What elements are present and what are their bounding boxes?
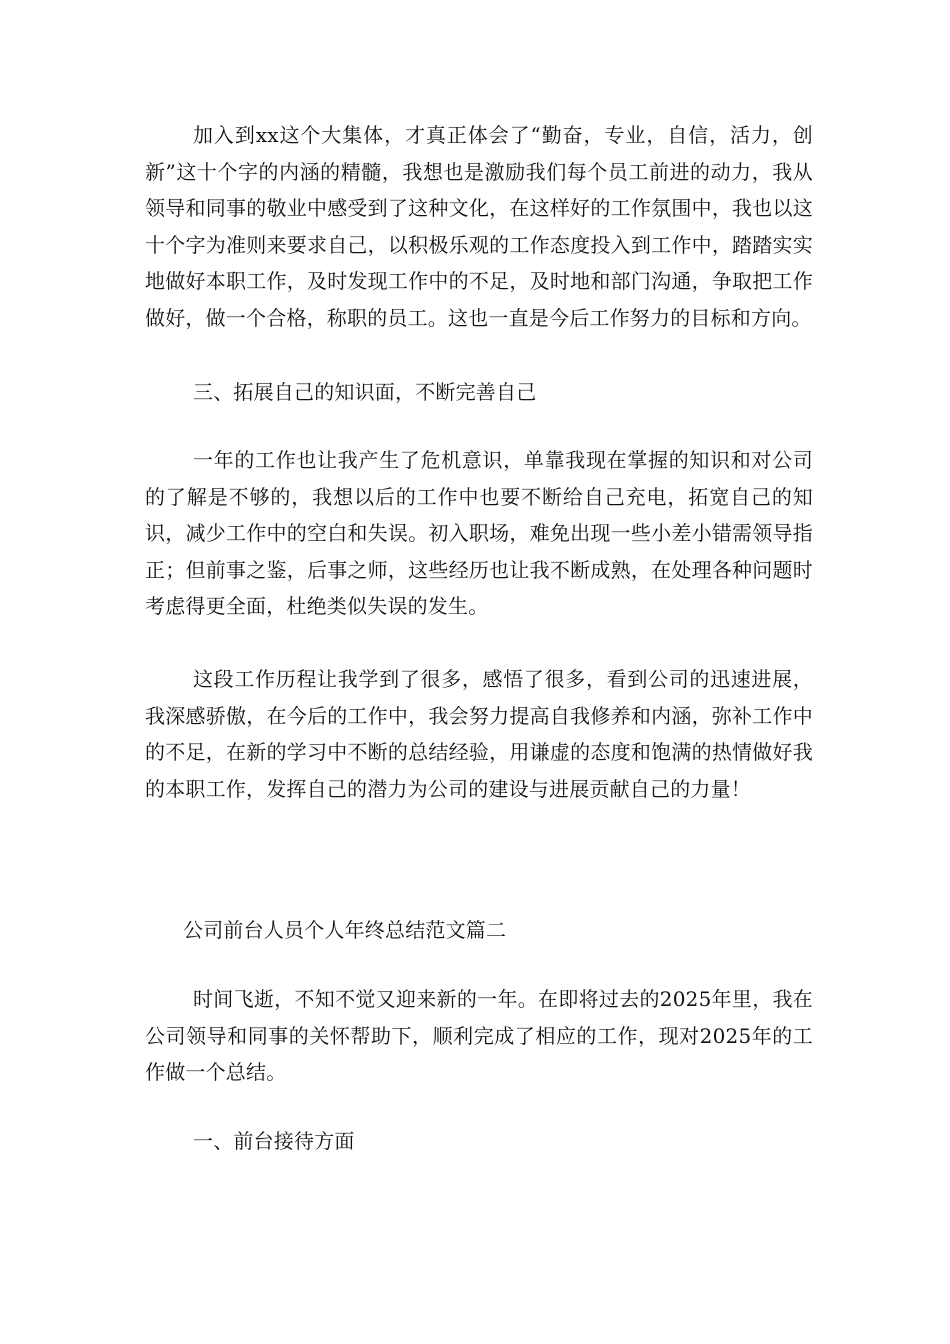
paragraph-conclusion: 这段工作历程让我学到了很多，感悟了很多，看到公司的迅速进展，我深感骄傲，在今后的工作中，我会努力提高自我修养和内涵，弥补工作中的不足，在新的学习中不断的总结经验，用谦虚的态度和饱满的热情做好我的本职工作，发挥自己的潜力为公司的建设与进展贡献自己的力量！ — [145, 667, 813, 801]
paragraph-year-intro: 时间飞逝，不知不觉又迎来新的一年。在即将过去的2025年里，我在公司领导和同事的关怀帮助下，顺利完成了相应的工作，现对2025年的工作做一个总结。 — [145, 987, 813, 1084]
paragraph-crisis-awareness: 一年的工作也让我产生了危机意识，单靠我现在掌握的知识和对公司的了解是不够的，我想以后的工作中也要不断给自己充电，拓宽自己的知识，减少工作中的空白和失误。初入职场，难免出现一些小差小错需领导指正；但前事之鉴，后事之师，这些经历也让我不断成熟，在处理各种问题时考虑得更全面，杜绝类似失误的发生。 — [145, 448, 813, 618]
section-heading-knowledge: 三、拓展自己的知识面，不断完善自己 — [193, 380, 537, 404]
section-heading-reception: 一、前台接待方面 — [193, 1129, 355, 1153]
article-title-part-two: 公司前台人员个人年终总结范文篇二 — [183, 918, 507, 942]
paragraph-company-culture: 加入到xx这个大集体，才真正体会了“勤奋，专业，自信，活力，创新”这十个字的内涵的精髓，我想也是激励我们每个员工前进的动力，我从领导和同事的敬业中感受到了这种文化，在这样好的工作氛围中，我也以这十个字为准则来要求自己，以积极乐观的工作态度投入到工作中，踏踏实实地做好本职工作，及时发现工作中的不足，及时地和部门沟通，争取把工作做好，做一个合格，称职的员工。这也一直是今后工作努力的目标和方向。 — [145, 123, 813, 330]
